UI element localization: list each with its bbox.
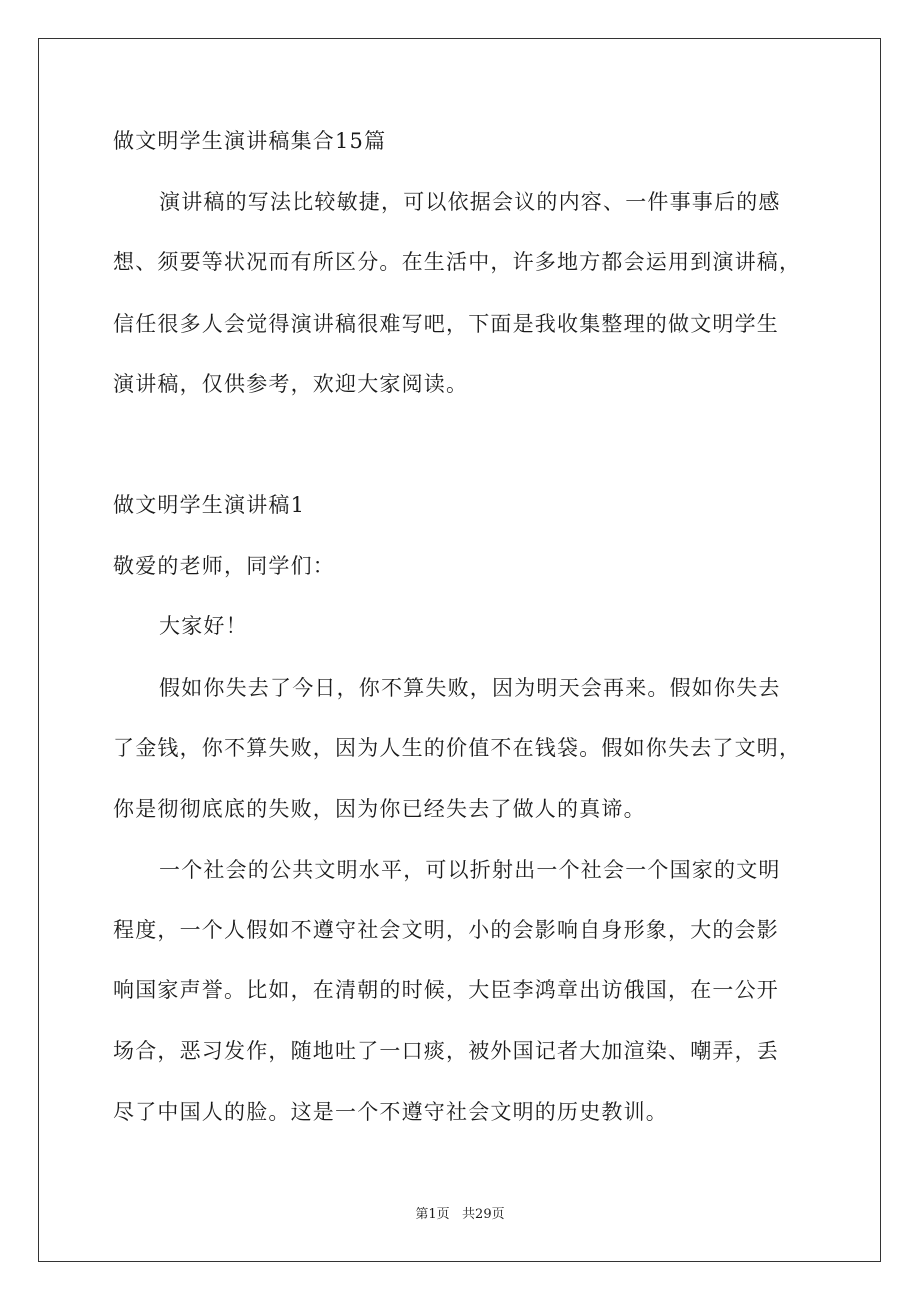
paragraph2-line-3: 响国家声誉。比如，在清朝的时候，大臣李鸿章出访俄国，在一公开 bbox=[113, 978, 779, 1002]
paragraph2-line-2: 程度，一个人假如不遵守社会文明，小的会影响自身形象，大的会影 bbox=[113, 918, 779, 942]
paragraph2-line-4: 场合，恶习发作，随地吐了一口痰，被外国记者大加渲染、嘲弄，丢 bbox=[113, 1039, 779, 1063]
page-number-footer: 第1页 共29页 bbox=[415, 1207, 505, 1222]
paragraph2-line-1: 一个社会的公共文明水平，可以折射出一个社会一个国家的文明 bbox=[159, 858, 781, 882]
greeting: 大家好！ bbox=[159, 614, 248, 638]
intro-line-2: 想、须要等状况而有所区分。在生活中，许多地方都会运用到演讲稿， bbox=[113, 250, 802, 274]
intro-line-1: 演讲稿的写法比较敏捷，可以依据会议的内容、一件事事后的感 bbox=[159, 190, 781, 214]
paragraph1-line-2: 了金钱，你不算失败，因为人生的价值不在钱袋。假如你失去了文明， bbox=[113, 736, 802, 760]
document-title: 做文明学生演讲稿集合15篇 bbox=[113, 129, 387, 153]
intro-line-3: 信任很多人会觉得演讲稿很难写吧，下面是我收集整理的做文明学生 bbox=[113, 312, 779, 336]
section-heading: 做文明学生演讲稿1 bbox=[113, 493, 306, 517]
intro-line-4: 演讲稿，仅供参考，欢迎大家阅读。 bbox=[113, 372, 469, 396]
salutation: 敬爱的老师，同学们： bbox=[113, 554, 335, 578]
paragraph1-line-3: 你是彻彻底底的失败，因为你已经失去了做人的真谛。 bbox=[113, 797, 646, 821]
page-border bbox=[38, 38, 881, 1262]
paragraph2-line-5: 尽了中国人的脸。这是一个不遵守社会文明的历史教训。 bbox=[113, 1100, 668, 1124]
paragraph1-line-1: 假如你失去了今日，你不算失败，因为明天会再来。假如你失去 bbox=[159, 676, 781, 700]
